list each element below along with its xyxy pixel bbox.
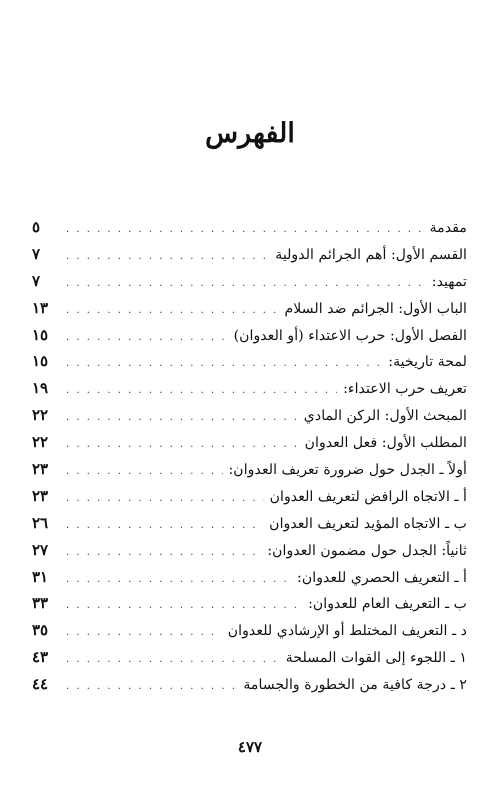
toc-entry [32,648,467,675]
toc-entry [32,406,467,433]
toc-entry-page: ٢٦ [32,513,49,532]
toc-leader-dots [66,466,223,477]
toc-entry [32,433,467,460]
toc-entry [32,299,467,326]
toc-entry-title: ب ـ التعريف العام للعدوان: [308,596,467,613]
toc-entry-page: ٢٧ [32,540,49,559]
toc-entry-title: د ـ التعريف المختلط أو الإرشادي للعدوان [227,623,467,640]
toc-entry [32,326,467,353]
toc-entry-page: ١٥ [32,352,49,371]
toc-entry-page: ٢٢ [32,406,49,425]
table-of-contents [32,218,467,702]
toc-entry-title: ب ـ الاتجاه المؤيد لتعريف العدوان [269,515,467,532]
toc-entry-title: أولاً ـ الجدل حول ضرورة تعريف العدوان: [228,462,467,479]
toc-entry-title: لمحة تاريخية: [388,354,467,371]
toc-entry-page: ٣٥ [32,621,49,640]
toc-entry-page: ١٩ [32,379,49,398]
toc-entry [32,218,467,245]
toc-leader-dots [66,574,291,585]
toc-leader-dots [66,439,299,450]
toc-entry-title: مقدمة [429,220,467,236]
toc-leader-dots [66,520,263,531]
toc-leader-dots [66,600,302,611]
toc-leader-dots [66,278,426,289]
toc-entry-title: تعريف حرب الاعتداء: [343,381,467,398]
toc-leader-dots [66,224,424,235]
toc-leader-dots [66,412,298,423]
toc-entry [32,541,467,568]
toc-entry-title: تمهيد: [431,273,467,290]
toc-leader-dots [66,627,222,638]
toc-leader-dots [66,654,280,665]
toc-entry-page: ٤٣ [32,648,49,667]
toc-entry-title: أ ـ الاتجاه الرافض لتعريف العدوان [269,488,467,505]
toc-entry-page: ٧ [32,244,41,263]
toc-entry-title: المبحث الأول: الركن المادي [303,408,467,425]
toc-leader-dots [66,493,264,504]
toc-entry-page: ٤٤ [32,675,49,694]
toc-entry-title: الباب الأول: الجرائم ضد السلام [284,300,467,317]
toc-entry-page: ٧ [32,271,41,290]
toc-entry-title: ١ ـ اللجوء إلى القوات المسلحة [285,650,467,667]
page-number: ٤٧٧ [237,738,263,756]
toc-leader-dots [66,251,269,262]
toc-entry [32,675,467,702]
toc-leader-dots [66,547,261,558]
toc-entry-page: ١٣ [32,298,49,317]
toc-leader-dots [66,332,228,343]
toc-entry-title: ٢ ـ درجة كافية من الخطورة والجسامة [243,677,467,694]
toc-entry [32,487,467,514]
toc-entry-page: ٣٣ [32,594,49,613]
toc-entry [32,272,467,299]
toc-entry-page: ٣١ [32,567,49,586]
toc-entry [32,460,467,487]
toc-entry-page: ٢٣ [32,460,49,479]
toc-entry-page: ٢٢ [32,433,49,452]
toc-leader-dots [66,385,337,396]
toc-entry-title: القسم الأول: أهم الجرائم الدولية [275,246,467,263]
toc-entry-title: ثانياً: الجدل حول مضمون العدوان: [267,542,467,559]
toc-entry [32,594,467,621]
toc-entry-title: المطلب الأول: فعل العدوان [304,435,467,452]
toc-entry [32,514,467,541]
toc-entry-page: ١٥ [32,325,49,344]
toc-leader-dots [66,358,382,369]
toc-leader-dots [66,681,237,692]
toc-entry [32,352,467,379]
toc-entry-page: ٥ [32,218,41,236]
toc-entry [32,379,467,406]
toc-entry-title: الفصل الأول: حرب الاعتداء (أو العدوان) [233,327,467,344]
toc-entry-title: أ ـ التعريف الحصري للعدوان: [297,569,467,586]
toc-leader-dots [66,305,279,316]
toc-entry-page: ٢٣ [32,486,49,505]
toc-entry [32,621,467,648]
toc-entry [32,245,467,272]
toc-entry [32,568,467,595]
page-title: الفهرس [205,118,295,149]
